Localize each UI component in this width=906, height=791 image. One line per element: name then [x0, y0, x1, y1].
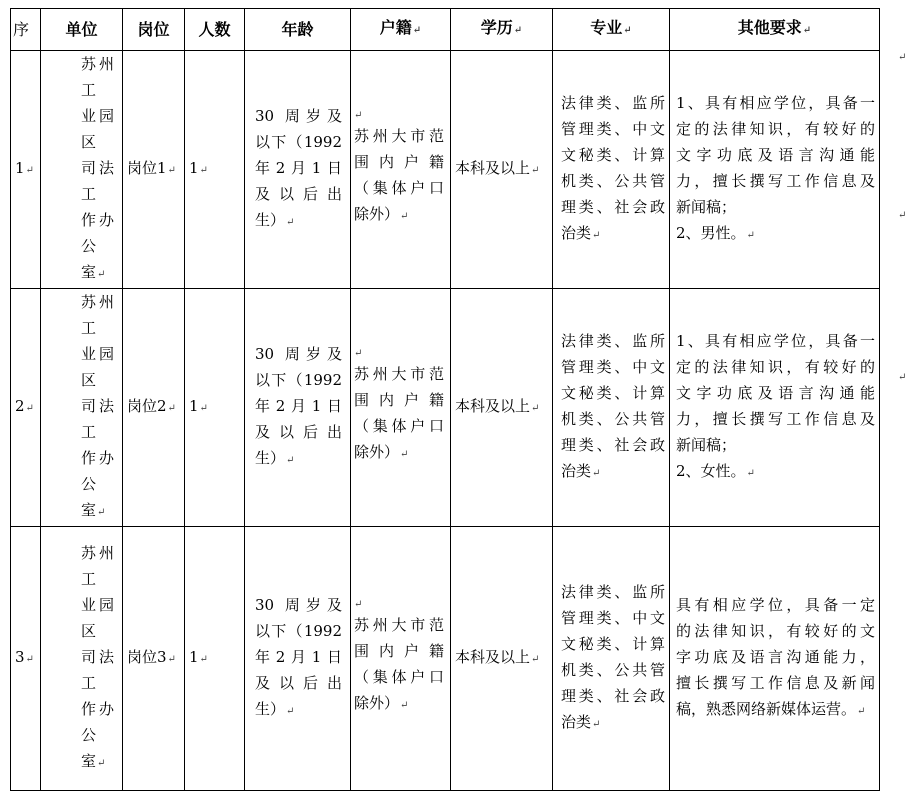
return-mark: ↵ — [286, 455, 295, 466]
cell-line — [354, 361, 444, 387]
cell-line-text: 及以后出 — [255, 423, 342, 441]
cell-line — [255, 367, 342, 393]
cell-line-text: 定的法律知识，有较好的 — [676, 358, 875, 376]
table-row — [11, 289, 880, 527]
cell-line — [255, 644, 342, 670]
row-end-mark: ↵ — [898, 52, 906, 63]
edu-value: 本科及以上 — [455, 648, 531, 666]
cell-line — [255, 670, 342, 696]
cell-line-text: 管理类、中文 — [561, 358, 665, 376]
header-age: 年龄 — [245, 9, 351, 51]
cell-line-text: 2、男性。 — [676, 224, 746, 242]
unit-cell — [41, 51, 123, 289]
cell-line — [81, 696, 114, 748]
edu-cell — [451, 51, 553, 289]
count-cell — [185, 527, 245, 791]
cell-line — [561, 220, 665, 249]
cell-line-text: （集体户口 — [354, 668, 444, 686]
return-mark: ↵ — [531, 165, 540, 176]
cell-line — [81, 103, 114, 155]
cell-line — [561, 194, 665, 220]
cell-line-text: 室 — [81, 752, 97, 770]
header-major: 专业↵ — [553, 9, 670, 51]
edu-cell — [451, 527, 553, 791]
return-mark: ↵ — [354, 599, 363, 610]
cell-line-text: （集体户口 — [354, 179, 444, 197]
cell-line — [354, 413, 444, 439]
hukou-cell — [351, 51, 451, 289]
cell-line-text: 理类、社会政 — [561, 687, 665, 705]
return-mark: ↵ — [167, 654, 176, 665]
header-seq: 序 — [11, 9, 41, 51]
post-value: 岗位2 — [127, 397, 167, 415]
cell-line-text: 法律类、监所 — [561, 332, 665, 350]
cell-line — [354, 690, 444, 719]
cell-line — [81, 341, 114, 393]
cell-line — [561, 116, 665, 142]
cell-line — [81, 445, 114, 497]
cell-line — [676, 90, 875, 116]
major-cell — [553, 527, 670, 791]
cell-line-text: 机类、公共管 — [561, 410, 665, 428]
recruitment-table — [10, 8, 880, 791]
seq-cell — [11, 289, 41, 527]
cell-line — [354, 175, 444, 201]
return-mark: ↵ — [286, 217, 295, 228]
hukou-cell — [351, 289, 451, 527]
cell-line-text: 机类、公共管 — [561, 661, 665, 679]
cell-line-text: 苏州工 — [81, 544, 114, 588]
post-cell — [123, 527, 185, 791]
return-mark: ↵ — [400, 449, 409, 460]
cell-line — [561, 90, 665, 116]
cell-line — [354, 201, 444, 230]
table-header-row — [11, 9, 880, 51]
cell-line — [81, 748, 114, 777]
age-cell — [245, 289, 351, 527]
cell-line-text: 苏州大市范 — [354, 365, 444, 383]
cell-line-text: 作办公 — [81, 449, 114, 493]
age-cell — [245, 527, 351, 791]
return-mark: ↵ — [167, 403, 176, 414]
requirements-cell — [670, 527, 880, 791]
cell-line — [255, 207, 342, 236]
cell-line — [561, 709, 665, 738]
cell-line-text: 业园区 — [81, 596, 114, 640]
cell-line-text: （集体户口 — [354, 417, 444, 435]
cell-line-text: 文秘类、计算 — [561, 635, 665, 653]
seq-value: 2 — [15, 397, 25, 415]
return-mark: ↵ — [412, 25, 422, 36]
cell-line — [354, 638, 444, 664]
edu-value: 本科及以上 — [455, 159, 531, 177]
return-mark: ↵ — [592, 468, 601, 479]
major-cell — [553, 51, 670, 289]
cell-line-text: 理类、社会政 — [561, 198, 665, 216]
table-row — [11, 527, 880, 791]
cell-line-text: 的法律知识，有较好的文 — [676, 622, 875, 640]
cell-line-text: 作办公 — [81, 700, 114, 744]
cell-line-text: 具有相应学位，具备一定 — [676, 596, 875, 614]
cell-line-text: 定的法律知识，有较好的 — [676, 120, 875, 138]
cell-line-text: 30 周岁及 — [255, 345, 342, 363]
return-mark: ↵ — [623, 25, 632, 36]
cell-line — [255, 341, 342, 367]
cell-line-text: 围内户籍 — [354, 391, 444, 409]
cell-line — [676, 618, 875, 644]
return-mark: ↵ — [199, 165, 208, 176]
return-mark: ↵ — [400, 700, 409, 711]
unit-cell — [41, 527, 123, 791]
cell-line — [255, 445, 342, 474]
return-mark: ↵ — [167, 165, 176, 176]
return-mark: ↵ — [857, 706, 866, 717]
cell-line — [255, 419, 342, 445]
cell-line — [354, 149, 444, 175]
cell-line-text: 生） — [255, 700, 286, 718]
return-mark: ↵ — [513, 25, 523, 36]
cell-line — [354, 439, 444, 468]
count-value: 1 — [189, 648, 199, 666]
header-other: 其他要求↵ — [670, 9, 880, 51]
cell-line — [676, 380, 875, 406]
cell-line — [81, 207, 114, 259]
cell-line — [561, 328, 665, 354]
return-mark: ↵ — [97, 507, 106, 518]
cell-line-text: 新闻稿； — [676, 198, 737, 216]
return-mark: ↵ — [531, 654, 540, 665]
cell-line-text: 文秘类、计算 — [561, 384, 665, 402]
cell-line-text: 及以后出 — [255, 674, 342, 692]
return-mark: ↵ — [746, 230, 755, 241]
cell-line — [561, 380, 665, 406]
cell-line-text: 除外） — [354, 694, 400, 712]
cell-line-text: 生） — [255, 449, 286, 467]
cell-line — [561, 631, 665, 657]
age-cell — [245, 51, 351, 289]
cell-line — [676, 220, 875, 249]
cell-line-text: 管理类、中文 — [561, 120, 665, 138]
edu-value: 本科及以上 — [455, 397, 531, 415]
seq-value: 3 — [15, 648, 25, 666]
post-value: 岗位3 — [127, 648, 167, 666]
cell-line-text: 以下（1992 — [255, 133, 342, 151]
cell-line-text: 生） — [255, 211, 286, 229]
count-value: 1 — [189, 159, 199, 177]
cell-line-text: 作办公 — [81, 211, 114, 255]
cell-line — [676, 194, 875, 220]
return-mark: ↵ — [531, 403, 540, 414]
cell-line-text: 力，擅长撰写工作信息及 — [676, 172, 875, 190]
post-value: 岗位1 — [127, 159, 167, 177]
cell-line-text: 苏州工 — [81, 293, 114, 337]
cell-line — [676, 670, 875, 696]
seq-value: 1 — [15, 159, 25, 177]
return-mark: ↵ — [97, 758, 106, 769]
seq-cell — [11, 51, 41, 289]
return-mark: ↵ — [802, 25, 812, 36]
cell-line-text: 年2月1日 — [255, 648, 342, 666]
major-cell — [553, 289, 670, 527]
recruitment-table-document — [10, 8, 880, 791]
return-mark: ↵ — [354, 110, 363, 121]
post-cell — [123, 289, 185, 527]
cell-line — [81, 644, 114, 696]
header-hukou: 户籍↵ — [351, 9, 451, 51]
return-mark: ↵ — [199, 403, 208, 414]
cell-line-text: 司法工 — [81, 397, 114, 441]
cell-line-text: 室 — [81, 263, 97, 281]
cell-line-text: 30 周岁及 — [255, 596, 342, 614]
cell-line — [255, 393, 342, 419]
cell-line-text: 擅长撰写工作信息及新闻 — [676, 674, 875, 692]
cell-line — [354, 387, 444, 413]
cell-line — [676, 644, 875, 670]
return-mark: ↵ — [400, 211, 409, 222]
cell-line-text: 司法工 — [81, 648, 114, 692]
seq-cell — [11, 527, 41, 791]
cell-line — [561, 458, 665, 487]
cell-line-text: 年2月1日 — [255, 159, 342, 177]
edu-cell — [451, 289, 553, 527]
cell-line-text: 法律类、监所 — [561, 583, 665, 601]
header-count: 人数 — [185, 9, 245, 51]
count-cell — [185, 289, 245, 527]
cell-line-text: 除外） — [354, 443, 400, 461]
cell-line-text: 苏州工 — [81, 55, 114, 99]
hukou-cell — [351, 527, 451, 791]
cell-line-text: 治类 — [561, 713, 592, 731]
cell-line — [81, 289, 114, 341]
cell-line — [676, 592, 875, 618]
cell-line — [676, 406, 875, 432]
cell-line-text: 除外） — [354, 205, 400, 223]
cell-line — [81, 393, 114, 445]
post-cell — [123, 51, 185, 289]
return-mark: ↵ — [25, 403, 34, 414]
cell-line — [676, 328, 875, 354]
return-mark: ↵ — [25, 165, 34, 176]
header-unit: 单位 — [41, 9, 123, 51]
cell-line — [81, 51, 114, 103]
cell-line — [561, 142, 665, 168]
cell-line — [255, 155, 342, 181]
cell-line-text: 机类、公共管 — [561, 172, 665, 190]
cell-line-text: 力，擅长撰写工作信息及 — [676, 410, 875, 428]
cell-line — [676, 168, 875, 194]
cell-line — [354, 664, 444, 690]
cell-line — [255, 618, 342, 644]
unit-cell — [41, 289, 123, 527]
return-mark: ↵ — [746, 468, 755, 479]
cell-line — [676, 696, 875, 725]
cell-line — [676, 432, 875, 458]
cell-line-text: 业园区 — [81, 107, 114, 151]
return-mark: ↵ — [592, 230, 601, 241]
return-mark: ↵ — [97, 269, 106, 280]
cell-line-text: 字功底及语言沟通能力， — [676, 648, 875, 666]
header-post: 岗位 — [123, 9, 185, 51]
cell-line — [561, 657, 665, 683]
row-end-mark: ↵ — [898, 210, 906, 221]
row-end-mark: ↵ — [898, 372, 906, 383]
count-value: 1 — [189, 397, 199, 415]
cell-line-text: 苏州大市范 — [354, 127, 444, 145]
cell-line — [676, 142, 875, 168]
table-body — [11, 51, 880, 791]
cell-line — [676, 458, 875, 487]
cell-line-text: 以下（1992 — [255, 371, 342, 389]
cell-line — [255, 696, 342, 725]
cell-line-text: 年2月1日 — [255, 397, 342, 415]
cell-line-text: 及以后出 — [255, 185, 342, 203]
return-mark: ↵ — [592, 719, 601, 730]
cell-line — [81, 497, 114, 526]
cell-line — [561, 432, 665, 458]
cell-line — [255, 129, 342, 155]
cell-line — [676, 116, 875, 142]
cell-line-text: 治类 — [561, 224, 592, 242]
cell-line-text: 苏州大市范 — [354, 616, 444, 634]
cell-line — [81, 592, 114, 644]
cell-line-text: 围内户籍 — [354, 642, 444, 660]
cell-line-text: 法律类、监所 — [561, 94, 665, 112]
cell-line-text: 管理类、中文 — [561, 609, 665, 627]
cell-line-text: 围内户籍 — [354, 153, 444, 171]
cell-line-text: 新闻稿； — [676, 436, 737, 454]
cell-line-text: 文字功底及语言沟通能 — [676, 146, 875, 164]
return-mark: ↵ — [354, 348, 363, 359]
cell-line — [561, 168, 665, 194]
cell-line — [354, 123, 444, 149]
cell-line-text: 30 周岁及 — [255, 107, 342, 125]
cell-line-text: 1、具有相应学位，具备一 — [676, 332, 875, 350]
count-cell — [185, 51, 245, 289]
cell-line — [354, 612, 444, 638]
cell-line — [81, 540, 114, 592]
cell-line — [561, 579, 665, 605]
cell-line-text: 司法工 — [81, 159, 114, 203]
return-mark: ↵ — [286, 706, 295, 717]
cell-line — [255, 592, 342, 618]
cell-line-text: 理类、社会政 — [561, 436, 665, 454]
cell-line — [255, 181, 342, 207]
cell-line-text: 文字功底及语言沟通能 — [676, 384, 875, 402]
table-row — [11, 51, 880, 289]
cell-line — [561, 354, 665, 380]
return-mark: ↵ — [25, 654, 34, 665]
cell-line-text: 室 — [81, 501, 97, 519]
cell-line-text: 治类 — [561, 462, 592, 480]
cell-line — [255, 103, 342, 129]
requirements-cell — [670, 289, 880, 527]
cell-line-text: 稿，熟悉网络新媒体运营。 — [676, 700, 857, 718]
header-edu: 学历↵ — [451, 9, 553, 51]
cell-line — [561, 605, 665, 631]
cell-line — [561, 406, 665, 432]
cell-line-text: 1、具有相应学位，具备一 — [676, 94, 875, 112]
requirements-cell — [670, 51, 880, 289]
cell-line — [561, 683, 665, 709]
cell-line-text: 文秘类、计算 — [561, 146, 665, 164]
cell-line-text: 2、女性。 — [676, 462, 746, 480]
cell-line — [676, 354, 875, 380]
return-mark: ↵ — [199, 654, 208, 665]
cell-line — [81, 259, 114, 288]
cell-line-text: 以下（1992 — [255, 622, 342, 640]
cell-line-text: 业园区 — [81, 345, 114, 389]
cell-line — [81, 155, 114, 207]
